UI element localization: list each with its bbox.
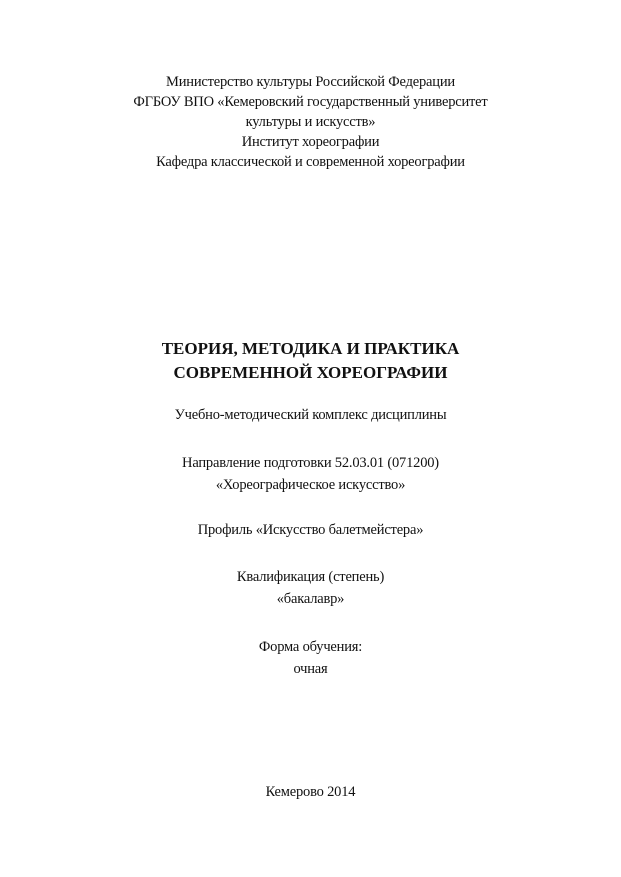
profile-line: Профиль «Искусство балетмейстера» [197,522,424,538]
direction-line-1: Направление подготовки 52.03.01 (071200) [182,455,439,471]
qualification-line-1: Квалификация (степень) [236,569,385,585]
qualification-line-2: «бакалавр» [276,591,345,607]
department-line: Кафедра классической и современной хореографии [156,154,465,170]
university-line-2: культуры и искусств» [245,114,376,130]
direction-line-2: «Хореографическое искусство» [215,477,406,493]
subtitle: Учебно-методический комплекс дисциплины [174,407,447,423]
city-year: Кемерово 2014 [265,784,356,800]
title-line-1: ТЕОРИЯ, МЕТОДИКА И ПРАКТИКА [161,339,460,358]
study-form-line-2: очная [293,661,328,677]
institute-line: Институт хореографии [241,134,380,150]
university-line-1: ФГБОУ ВПО «Кемеровский государственный университет [133,94,488,110]
ministry-line: Министерство культуры Российской Федерации [166,74,455,90]
study-form-line-1: Форма обучения: [258,639,363,655]
title-line-2: СОВРЕМЕННОЙ ХОРЕОГРАФИИ [173,363,448,382]
